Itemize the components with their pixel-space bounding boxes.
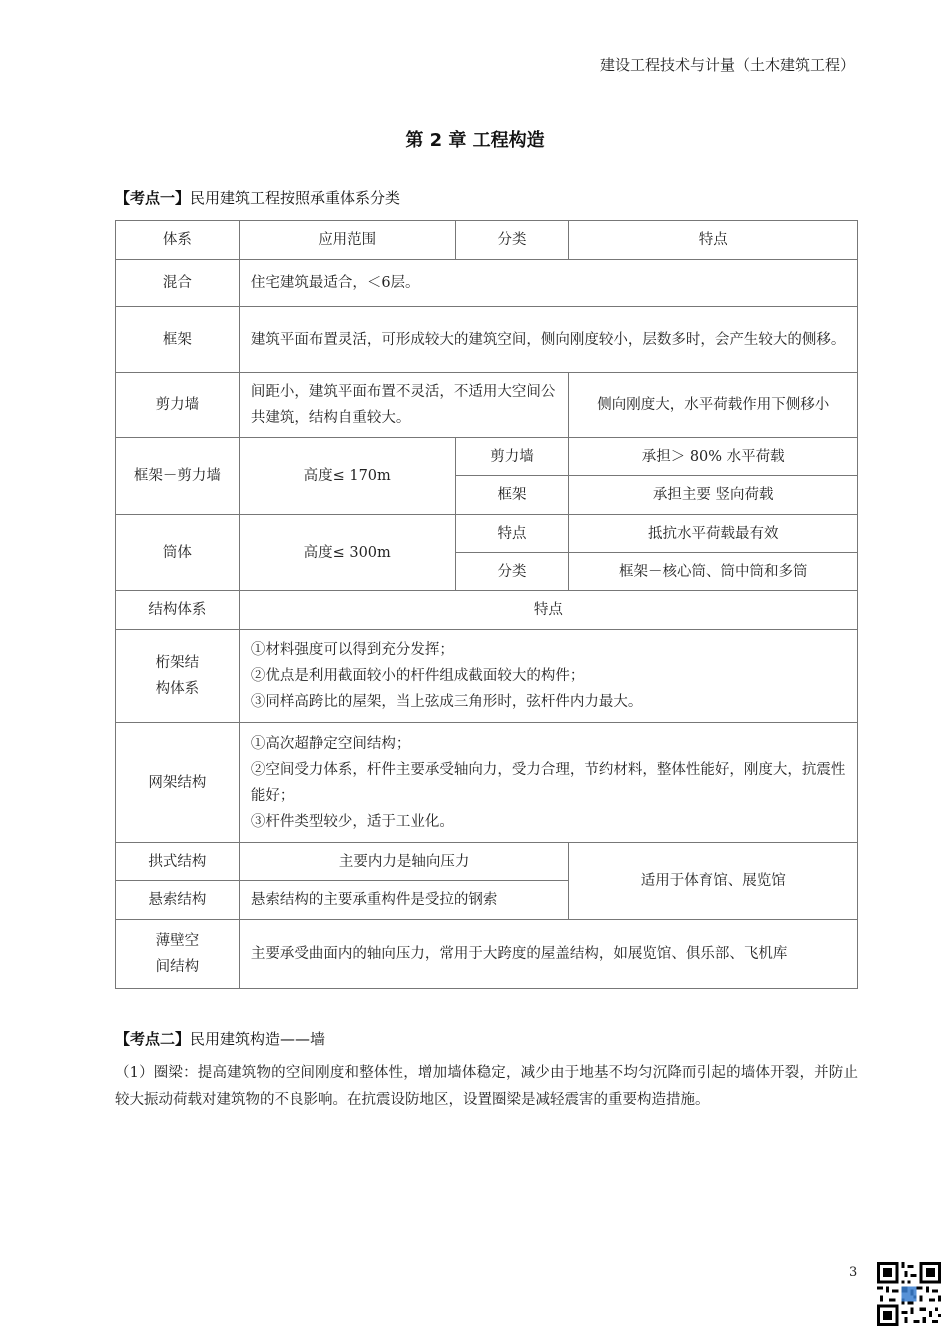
chapter-title: 第 2 章 工程构造	[405, 130, 545, 151]
section-heading-2	[115, 1028, 325, 1049]
system-name	[116, 920, 240, 989]
system-name: 拱式结构	[116, 843, 240, 881]
list-item: ③杆件类型较少，适于工业化。	[250, 813, 454, 830]
table-subheader-row	[116, 591, 858, 630]
table-row	[116, 843, 858, 881]
scope-cell: 建筑平面布置灵活，可形成较大的建筑空间，侧向刚度较小，层数多时，会产生较大的侧移。	[239, 307, 857, 373]
table-row	[116, 723, 858, 843]
feature-cell: 侧向刚度大，水平荷载作用下侧移小	[569, 373, 858, 438]
table-row	[116, 373, 858, 438]
list-item: ②优点是利用截面较小的杆件组成截面较大的构件；	[250, 668, 585, 684]
system-name-line: 薄壁空	[155, 933, 200, 949]
scope-cell: 住宅建筑最适合，＜6层。	[239, 260, 857, 307]
running-header: 建设工程技术与计量（土木建筑工程）	[599, 56, 855, 74]
feature-cell: 主要内力是轴向压力	[239, 843, 569, 881]
category-cell: 特点	[455, 515, 569, 553]
feature-cell: 承担主要 竖向荷载	[569, 476, 858, 515]
feature-cell: 承担＞ 80% 水平荷载	[569, 438, 858, 476]
header-cell: 特点	[239, 591, 857, 630]
list-item: ①材料强度可以得到充分发挥；	[250, 642, 454, 658]
table-row	[116, 438, 858, 476]
feature-cell: 悬索结构的主要承重构件是受拉的钢索	[239, 881, 569, 920]
system-name	[116, 630, 240, 723]
table-row	[116, 307, 858, 373]
header-cell: 分类	[455, 221, 569, 260]
system-name: 网架结构	[116, 723, 240, 843]
table-row	[116, 260, 858, 307]
header-cell: 体系	[116, 221, 240, 260]
category-cell: 剪力墙	[455, 438, 569, 476]
header-cell: 结构体系	[116, 591, 240, 630]
system-name: 框架	[116, 307, 240, 373]
system-name-line: 构体系	[155, 681, 200, 697]
feature-list-cell	[239, 723, 857, 843]
table-row	[116, 515, 858, 553]
qr-code-icon	[877, 1262, 941, 1326]
list-item: ①高次超静定空间结构；	[250, 735, 411, 752]
scope-cell: 高度≤ 300m	[239, 515, 455, 591]
scope-cell: 高度≤ 170m	[239, 438, 455, 515]
header-cell: 特点	[569, 221, 858, 260]
header-cell: 应用范围	[239, 221, 455, 260]
system-name: 混合	[116, 260, 240, 307]
system-name: 框架－剪力墙	[116, 438, 240, 515]
section-title: 民用建筑工程按照承重体系分类	[190, 189, 401, 207]
system-name-line: 间结构	[155, 959, 200, 975]
shared-feature-cell: 适用于体育馆、展览馆	[569, 843, 858, 920]
list-item: ②空间受力体系，杆件主要承受轴向力，受力合理，节约材料，整体性能好，刚度大，抗震性能好；	[250, 761, 846, 804]
system-name: 剪力墙	[116, 373, 240, 438]
body-paragraph: （1）圈梁：提高建筑物的空间刚度和整体性，增加墙体稳定，减少由于地基不均匀沉降而引起的墙体开裂，并防止较大振动荷载对建筑物的不良影响。在抗震设防地区，设置圈梁是减轻震害的重要构造措施。	[115, 1065, 858, 1108]
section-title: 民用建筑构造——墙	[190, 1030, 326, 1048]
category-cell: 分类	[455, 553, 569, 591]
system-name: 筒体	[116, 515, 240, 591]
system-name: 悬索结构	[116, 881, 240, 920]
feature-cell: 框架－核心筒、筒中筒和多筒	[569, 553, 858, 591]
system-name-line: 桁架结	[155, 655, 200, 671]
feature-list-cell	[239, 630, 857, 723]
table-header-row	[116, 221, 858, 260]
section-bracket-label: 【考点二】	[115, 1030, 191, 1048]
table-row	[116, 920, 858, 989]
page-number: 3	[849, 1265, 858, 1280]
scope-cell: 间距小，建筑平面布置不灵活，不适用大空间公共建筑，结构自重较大。	[239, 373, 569, 438]
feature-cell: 抵抗水平荷载最有效	[569, 515, 858, 553]
list-item: ③同样高跨比的屋架，当上弦成三角形时，弦杆件内力最大。	[250, 694, 643, 710]
section-heading-1	[115, 187, 400, 208]
section-bracket-label: 【考点一】	[115, 189, 191, 207]
category-cell: 框架	[455, 476, 569, 515]
structure-system-table	[115, 220, 858, 989]
table-row	[116, 630, 858, 723]
feature-cell: 主要承受曲面内的轴向压力，常用于大跨度的屋盖结构，如展览馆、俱乐部、飞机库	[239, 920, 857, 989]
